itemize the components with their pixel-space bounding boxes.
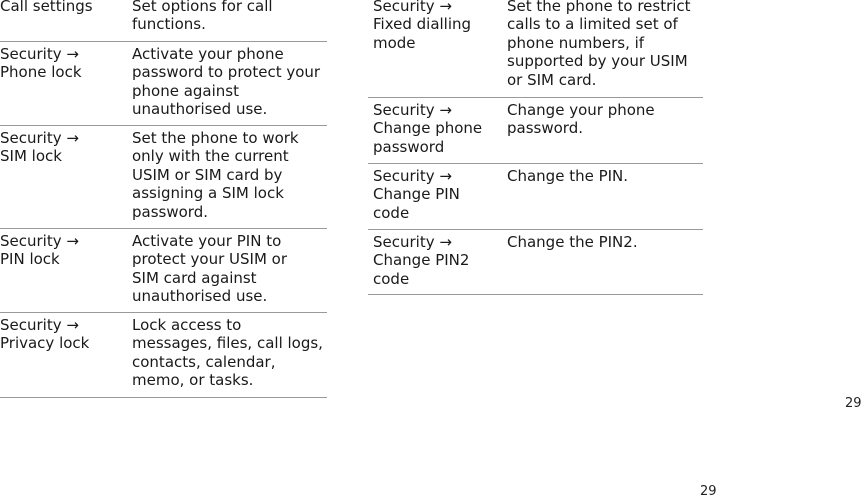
- table-row: [0, 0, 327, 42]
- page-number-bottom: 29: [700, 484, 717, 496]
- setting-description: Set the phone to restrict calls to a limited set of phone numbers, if supported by your USIM or SIM card.: [507, 0, 691, 89]
- setting-name: Security → Privacy lock: [0, 316, 90, 353]
- setting-description: Activate your PIN to protect your USIM or SIM card against unauthorised use.: [132, 232, 288, 306]
- setting-description: Change the PIN2.: [507, 233, 638, 251]
- setting-name: Security → Phone lock: [0, 45, 82, 82]
- table-row: [0, 229, 327, 313]
- setting-description: Change the PIN.: [507, 167, 629, 185]
- setting-description: Activate your phone password to protect your phone against unauthorised use.: [132, 45, 321, 119]
- setting-name: Security → Change PIN code: [373, 167, 460, 222]
- setting-description: Change your phone password.: [507, 101, 655, 138]
- table-row: [368, 164, 703, 230]
- setting-name: Security → Fixed dialling mode: [373, 0, 472, 52]
- table-row: [0, 126, 327, 229]
- table-row: [368, 98, 703, 164]
- table-row: [0, 313, 327, 398]
- setting-description: Set the phone to work only with the current USIM or SIM card by assigning a SIM lock password.: [132, 129, 299, 221]
- setting-name: Security → SIM lock: [0, 129, 79, 166]
- setting-name: Security → Change phone password: [373, 101, 483, 156]
- table-row: [368, 230, 703, 295]
- setting-name: Call settings: [0, 0, 93, 15]
- setting-description: Lock access to messages, files, call logs, contacts, calendar, memo, or tasks.: [132, 316, 323, 390]
- page-number-right: 29: [845, 396, 862, 411]
- table-row: [0, 42, 327, 126]
- left-settings-table: [0, 0, 327, 398]
- setting-description: Set options for call functions.: [132, 0, 273, 34]
- right-settings-table: [368, 0, 703, 295]
- setting-name: Security → Change PIN2 code: [373, 233, 470, 288]
- setting-name: Security → PIN lock: [0, 232, 79, 269]
- table-row: [368, 0, 703, 98]
